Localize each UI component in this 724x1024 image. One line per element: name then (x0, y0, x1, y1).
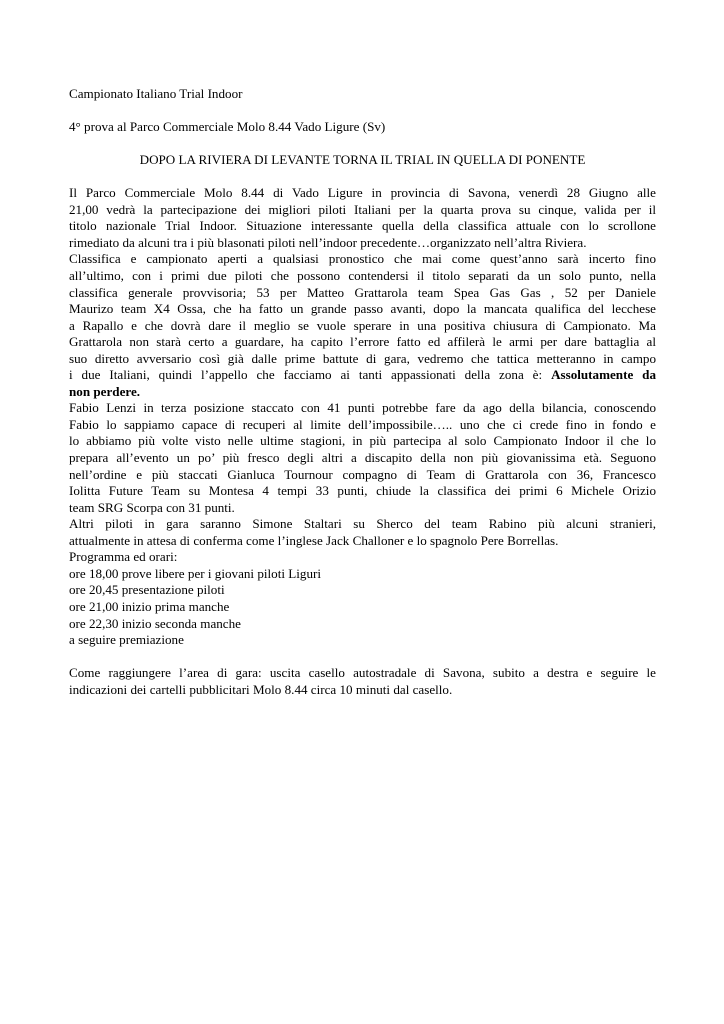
text-line: Maurizo team X4 Ossa, che ha fatto un grande passo avanti, dopo la mancata qualifica del lecchese (69, 301, 656, 317)
paragraph-other-riders (69, 400, 656, 516)
schedule-item: ore 22,30 inizio seconda manche (69, 615, 241, 631)
text-line: all’ultimo, con i primi due piloti che possono contendersi il titolo separati da un solo punto, nella (69, 268, 656, 284)
text-line: suo diretto avversario così già dalle prime battute di gara, vedremo che tattica metteranno in campo (69, 350, 656, 366)
emphasis-text: Assolutamente da (551, 367, 657, 383)
text-line: titolo nazionale Trial Indoor. Situazione interessante quella della classifica attuale con lo scrollone (69, 218, 656, 234)
spacer (69, 169, 656, 186)
championship-title: Campionato Italiano Trial Indoor (69, 86, 243, 101)
paragraph-standings (69, 251, 656, 400)
text-line: Altri piloti in gara saranno Simone Staltari su Sherco del team Rabino più alcuni stranieri, (69, 516, 656, 532)
text-line: prepara all’evento un po’ più fresco degli altri a discapito della non più giovanissima età. Seguono (69, 450, 656, 466)
text-line: Iolitta Future Team su Montesa 4 tempi 33 punti, chiude la classifica dei primi 6 Michele Orizio (69, 483, 656, 499)
text-line: rimediato da alcuni tra i più blasonati piloti nell’indoor precedente…organizzato nell’altra Riviera. (69, 234, 587, 250)
schedule-item: a seguire premiazione (69, 632, 184, 648)
text-line: indicazioni dei cartelli pubblicitari Molo 8.44 circa 10 minuti dal casello. (69, 681, 453, 697)
schedule-title: Programma ed orari: (69, 549, 178, 565)
spacer (69, 103, 656, 120)
spacer (69, 649, 656, 666)
headline: DOPO LA RIVIERA DI LEVANTE TORNA IL TRIAL IN QUELLA DI PONENTE (139, 152, 586, 168)
schedule-item: ore 21,00 inizio prima manche (69, 598, 230, 614)
document-page (69, 86, 656, 698)
spacer (69, 136, 656, 153)
text-line: lo abbiamo più volte visto nelle ultime stagioni, in più partecipa al solo Campionato Indoor il che lo (69, 433, 656, 449)
text-line: Fabio lo sappiamo capace di recuperi al limite dell’impossibile….. uno che ci crede fino in fondo e (69, 416, 656, 432)
text-line: Il Parco Commerciale Molo 8.44 di Vado Ligure in provincia di Savona, venerdì 28 Giugno alle (69, 185, 656, 201)
text-line: Come raggiungere l’area di gara: uscita casello autostradale di Savona, subito a destra e seguire le (69, 665, 656, 681)
round-subtitle: 4° prova al Parco Commerciale Molo 8.44 Vado Ligure (Sv) (69, 119, 386, 135)
text-line: Fabio Lenzi in terza posizione staccato con 41 punti potrebbe fare da ago della bilancia, conoscendo (69, 400, 656, 416)
text-line-emphasis (69, 384, 656, 401)
paragraph-directions (69, 665, 656, 698)
text-line: Grattarola non starà certo a guardare, ha capito l’errore fatto ed affilerà le armi per dare battaglia al (69, 334, 656, 350)
schedule-item: ore 18,00 prove libere per i giovani piloti Liguri (69, 565, 321, 581)
text-line: Classifica e campionato aperti a qualsiasi pronostico che mai come quest’anno sarà incerto fino (69, 251, 656, 267)
schedule-item: ore 20,45 presentazione piloti (69, 582, 225, 598)
paragraph-foreign-riders (69, 516, 656, 549)
text-line: a Rapallo e che dovrà dare il meglio se vuole sperare in una positiva chiusura di Campionato. Ma (69, 317, 656, 333)
schedule (69, 549, 656, 648)
text-line: attualmente in attesa di conferma come l’inglese Jack Challoner e lo spagnolo Pere Borrellas. (69, 532, 559, 548)
text-line: classifica generale provvisoria; 53 per Matteo Grattarola team Spea Gas Gas , 52 per Daniele (69, 284, 656, 300)
emphasis-text: non perdere. (69, 383, 141, 399)
text-line: team SRG Scorpa con 31 punti. (69, 499, 235, 515)
paragraph-intro (69, 185, 656, 251)
text-line: nell’ordine e più staccati Gianluca Tournour compagno di Team di Grattarola con 36, Francesco (69, 466, 656, 482)
text-fragment: i due Italiani, quindi l’appello che facciamo ai tanti appassionati della zona è: (69, 367, 552, 383)
text-line: 21,00 vedrà la partecipazione dei migliori piloti Italiani per la quarta prova su cinque, valida per il (69, 201, 656, 217)
text-line-with-emphasis (69, 367, 656, 384)
